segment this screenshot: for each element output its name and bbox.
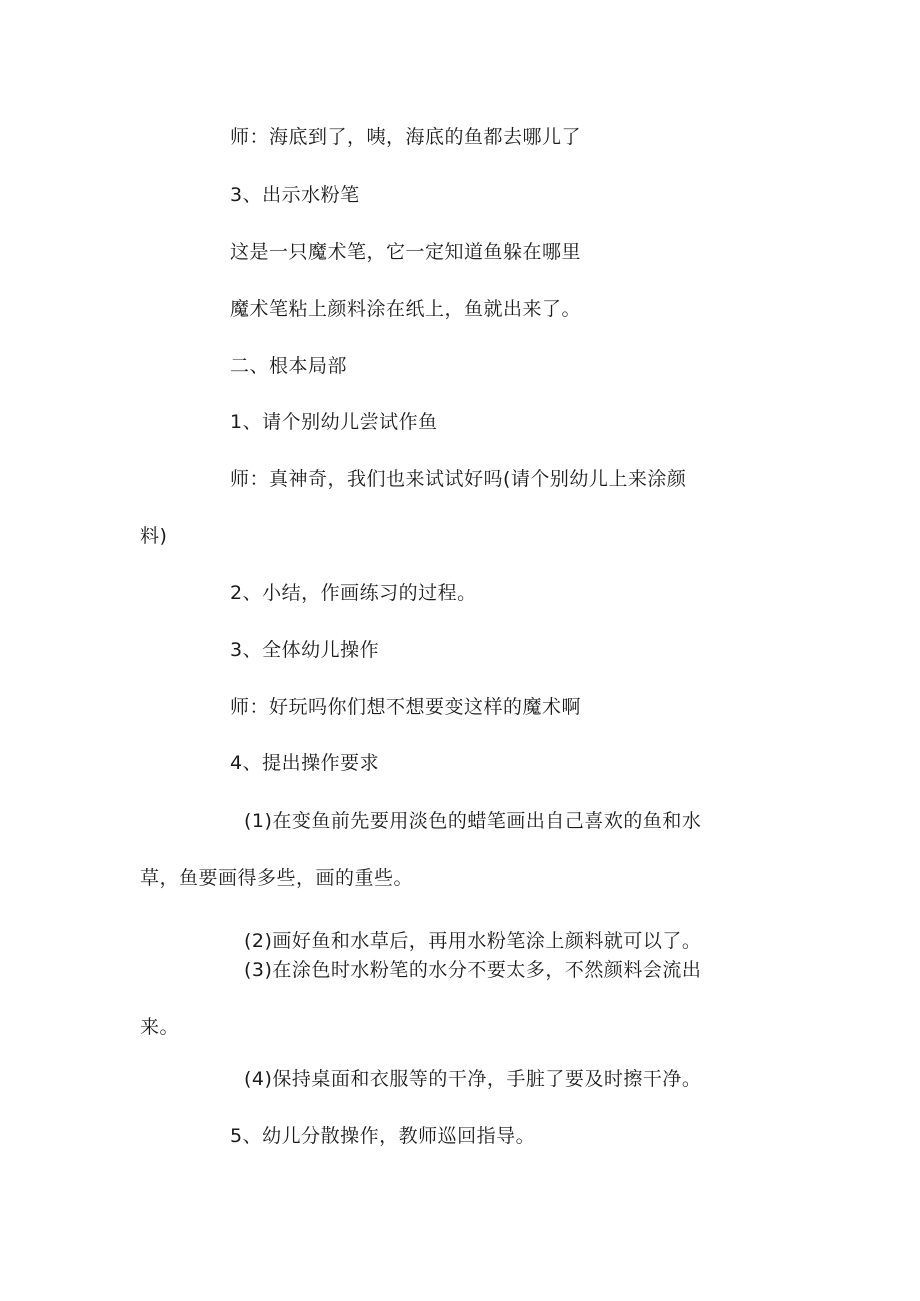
text-line: 3、出示水粉笔 bbox=[230, 184, 360, 206]
text-line: (2)画好鱼和水草后，再用水粉笔涂上颜料就可以了。 bbox=[244, 930, 702, 952]
text-line: 4、提出操作要求 bbox=[230, 752, 380, 774]
text-line: 师：好玩吗你们想不想要变这样的魔术啊 bbox=[230, 696, 582, 718]
section-heading: 二、根本局部 bbox=[230, 355, 348, 377]
text-line: (3)在涂色时水粉笔的水分不要太多，不然颜料会流出 bbox=[244, 959, 702, 981]
text-line: 2、小结，作画练习的过程。 bbox=[230, 582, 477, 604]
text-line: (1)在变鱼前先要用淡色的蜡笔画出自己喜欢的鱼和水 bbox=[244, 810, 702, 832]
text-line: 5、幼儿分散操作，教师巡回指导。 bbox=[230, 1125, 536, 1147]
text-line: 魔术笔粘上颜料涂在纸上，鱼就出来了。 bbox=[230, 298, 582, 320]
text-line: 师：真神奇，我们也来试试好吗(请个别幼儿上来涂颜 bbox=[230, 468, 687, 490]
text-line: 1、请个别幼儿尝试作鱼 bbox=[230, 411, 438, 433]
text-line: 草，鱼要画得多些，画的重些。 bbox=[140, 867, 414, 889]
text-line: 料) bbox=[140, 525, 168, 547]
text-line: 这是一只魔术笔，它一定知道鱼躲在哪里 bbox=[230, 241, 582, 263]
text-line: (4)保持桌面和衣服等的干净，手脏了要及时擦干净。 bbox=[244, 1068, 702, 1090]
text-line: 3、全体幼儿操作 bbox=[230, 639, 380, 661]
text-line: 来。 bbox=[140, 1016, 180, 1038]
text-line: 师：海底到了，咦，海底的鱼都去哪儿了 bbox=[230, 126, 582, 148]
